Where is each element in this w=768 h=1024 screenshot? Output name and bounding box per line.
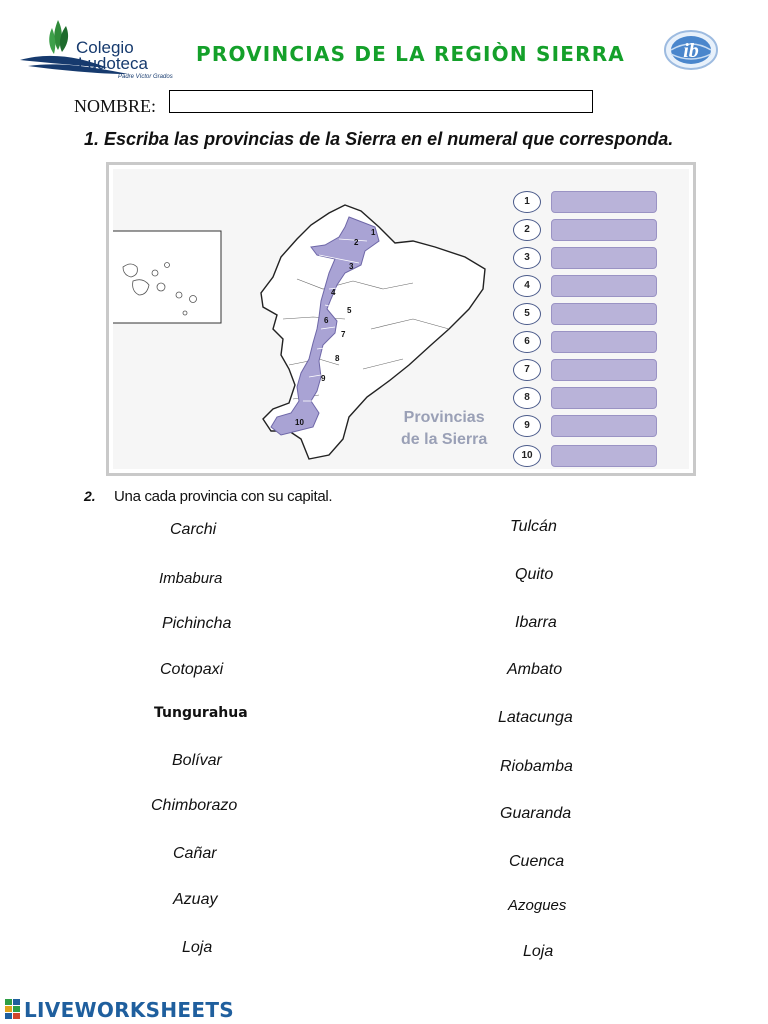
map-label-3: 3 <box>349 262 354 271</box>
logo-line-2: Ludoteca <box>78 54 148 73</box>
answer-number-1: 1 <box>513 191 541 213</box>
liveworksheets-logo-icon <box>4 998 22 1020</box>
school-logo <box>18 16 183 78</box>
map-caption <box>401 407 487 451</box>
answer-number-7: 7 <box>513 359 541 381</box>
map-label-2: 2 <box>354 238 359 247</box>
answer-number-10: 10 <box>513 445 541 467</box>
answer-box-3[interactable] <box>551 247 657 269</box>
answer-box-6[interactable] <box>551 331 657 353</box>
logo-line-1: Colegio <box>76 38 134 57</box>
ib-logo-text: ib <box>683 40 699 62</box>
answer-box-4[interactable] <box>551 275 657 297</box>
province-item[interactable]: Bolívar <box>172 752 222 769</box>
capital-item[interactable]: Riobamba <box>500 758 573 775</box>
map-caption-line-2: de la Sierra <box>401 431 488 448</box>
capital-item[interactable]: Quito <box>515 566 554 583</box>
capital-item[interactable]: Azogues <box>508 897 567 914</box>
map-label-4: 4 <box>331 288 336 297</box>
map-label-8: 8 <box>335 354 340 363</box>
answer-number-9: 9 <box>513 415 541 437</box>
province-item[interactable]: Chimborazo <box>151 797 238 814</box>
map-label-10: 10 <box>295 418 304 427</box>
capital-item[interactable]: Tulcán <box>510 518 557 535</box>
galapagos-inset <box>113 231 221 323</box>
answer-number-2: 2 <box>513 219 541 241</box>
answer-box-10[interactable] <box>551 445 657 467</box>
name-label: NOMBRE: <box>74 96 157 116</box>
logo-tagline: Padre Víctor Grados <box>118 74 173 80</box>
province-item[interactable]: Loja <box>182 939 213 956</box>
capital-item[interactable]: Guaranda <box>500 805 572 822</box>
answer-box-8[interactable] <box>551 387 657 409</box>
capital-item[interactable]: Loja <box>523 943 554 960</box>
ib-globe-icon <box>662 28 720 72</box>
answer-number-4: 4 <box>513 275 541 297</box>
answer-box-2[interactable] <box>551 219 657 241</box>
ecuador-map-frame <box>106 162 696 476</box>
answer-number-8: 8 <box>513 387 541 409</box>
ib-logo <box>662 28 720 72</box>
map-caption-line-1: Provincias <box>403 409 485 426</box>
capital-item[interactable]: Ambato <box>507 661 563 678</box>
page-title: PROVINCIAS DE LA REGIÒN SIERRA <box>196 42 625 66</box>
map-canvas <box>113 169 689 469</box>
answer-number-3: 3 <box>513 247 541 269</box>
map-label-5: 5 <box>347 306 352 315</box>
capital-item[interactable]: Latacunga <box>498 709 573 726</box>
answer-box-7[interactable] <box>551 359 657 381</box>
province-item[interactable]: Imbabura <box>159 570 223 587</box>
map-label-6: 6 <box>324 316 329 325</box>
map-label-7: 7 <box>341 330 346 339</box>
capital-item[interactable]: Ibarra <box>515 614 557 631</box>
province-item[interactable]: Cotopaxi <box>160 661 224 678</box>
answer-box-5[interactable] <box>551 303 657 325</box>
province-item[interactable]: Azuay <box>173 891 218 908</box>
question-1-text: 1. Escriba las provincias de la Sierra en el numeral que corresponda. <box>84 129 674 149</box>
answer-box-1[interactable] <box>551 191 657 213</box>
answer-number-6: 6 <box>513 331 541 353</box>
question-2-text: Una cada provincia con su capital. <box>114 488 333 505</box>
province-item[interactable]: Tungurahua <box>154 705 248 721</box>
answer-number-5: 5 <box>513 303 541 325</box>
answer-box-9[interactable] <box>551 415 657 437</box>
map-label-1: 1 <box>371 228 376 237</box>
question-2-number: 2. <box>84 488 96 504</box>
map-label-9: 9 <box>321 374 326 383</box>
province-item[interactable]: Pichincha <box>162 615 232 632</box>
province-item[interactable]: Carchi <box>170 521 217 538</box>
name-input[interactable] <box>169 90 593 113</box>
province-item[interactable]: Cañar <box>173 845 217 862</box>
capital-item[interactable]: Cuenca <box>509 853 565 870</box>
footer-brand-text[interactable]: LIVEWORKSHEETS <box>24 998 235 1022</box>
